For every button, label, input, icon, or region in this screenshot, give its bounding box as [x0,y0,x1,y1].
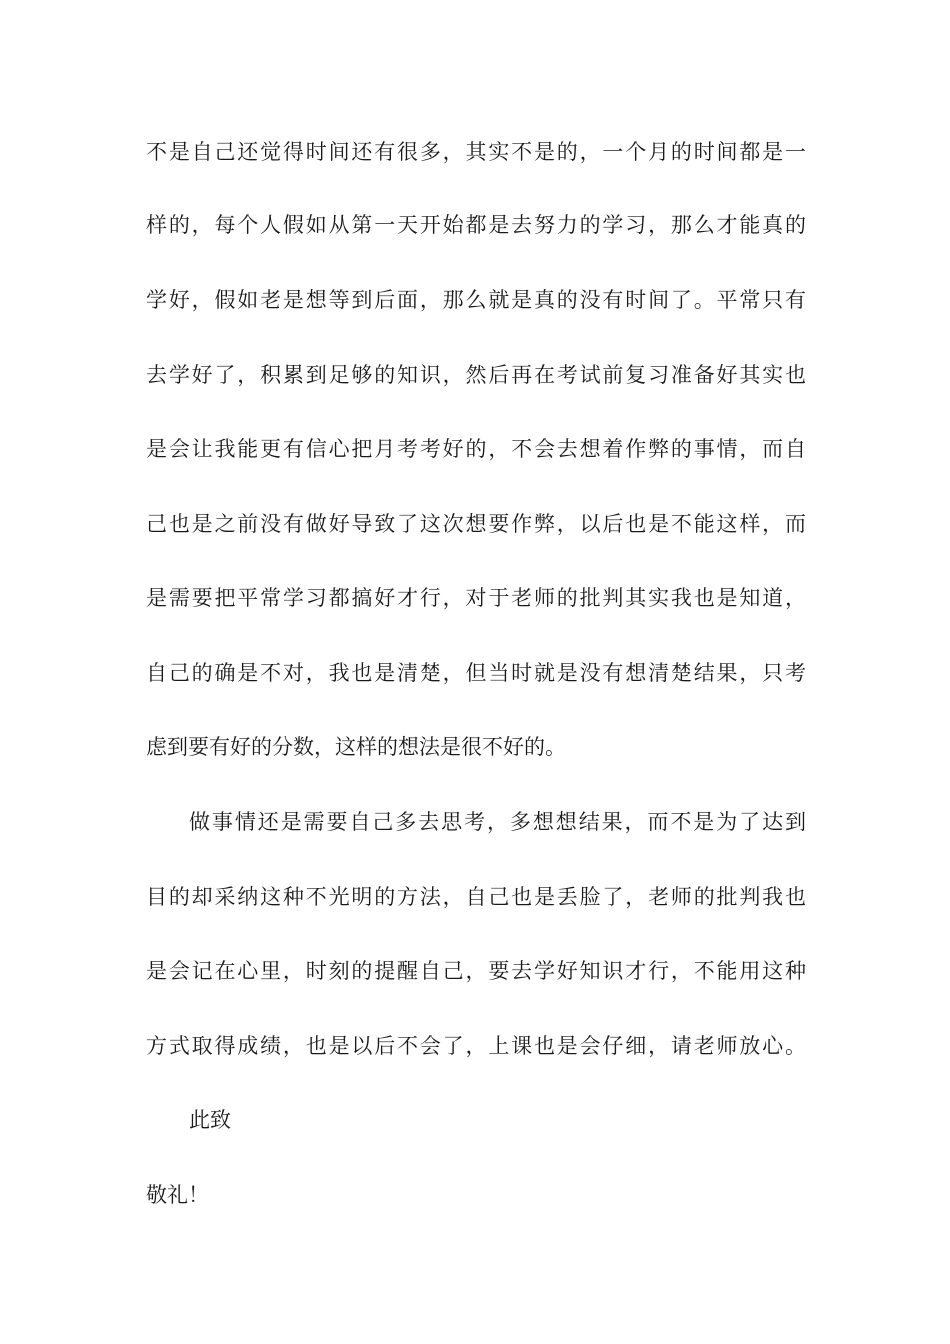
paragraph-line: 不是自己还觉得时间还有很多，其实不是的，一个月的时间都是一 [146,140,806,164]
paragraph-line: 方式取得成绩，也是以后不会了，上课也是会仔细，请老师放心。 [146,1034,806,1058]
paragraph-line: 样的，每个人假如从第一天开始都是去努力的学习，那么才能真的 [146,213,806,237]
paragraph-line: 是需要把平常学习都搞好才行，对于老师的批判其实我也是知道， [146,586,806,610]
paragraph-line: 虑到要有好的分数，这样的想法是很不好的。 [146,735,566,759]
paragraph-line: 做事情还是需要自己多去思考，多想想结果，而不是为了达到 [189,810,806,834]
closing-salutation: 此致 [189,1108,231,1132]
paragraph-line: 去学好了，积累到足够的知识，然后再在考试前复习准备好其实也 [146,363,806,387]
paragraph-line: 目的却采纳这种不光明的方法，自己也是丢脸了，老师的批判我也 [146,885,806,909]
paragraph-line: 是会记在心里，时刻的提醒自己，要去学好知识才行，不能用这种 [146,959,806,983]
closing-regards: 敬礼！ [146,1183,209,1207]
paragraph-line: 己也是之前没有做好导致了这次想要作弊，以后也是不能这样，而 [146,512,806,536]
paragraph-line: 学好，假如老是想等到后面，那么就是真的没有时间了。平常只有 [146,288,806,312]
paragraph-line: 是会让我能更有信心把月考考好的，不会去想着作弊的事情，而自 [146,437,806,461]
paragraph-line: 自己的确是不对，我也是清楚，但当时就是没有想清楚结果，只考 [146,661,806,685]
